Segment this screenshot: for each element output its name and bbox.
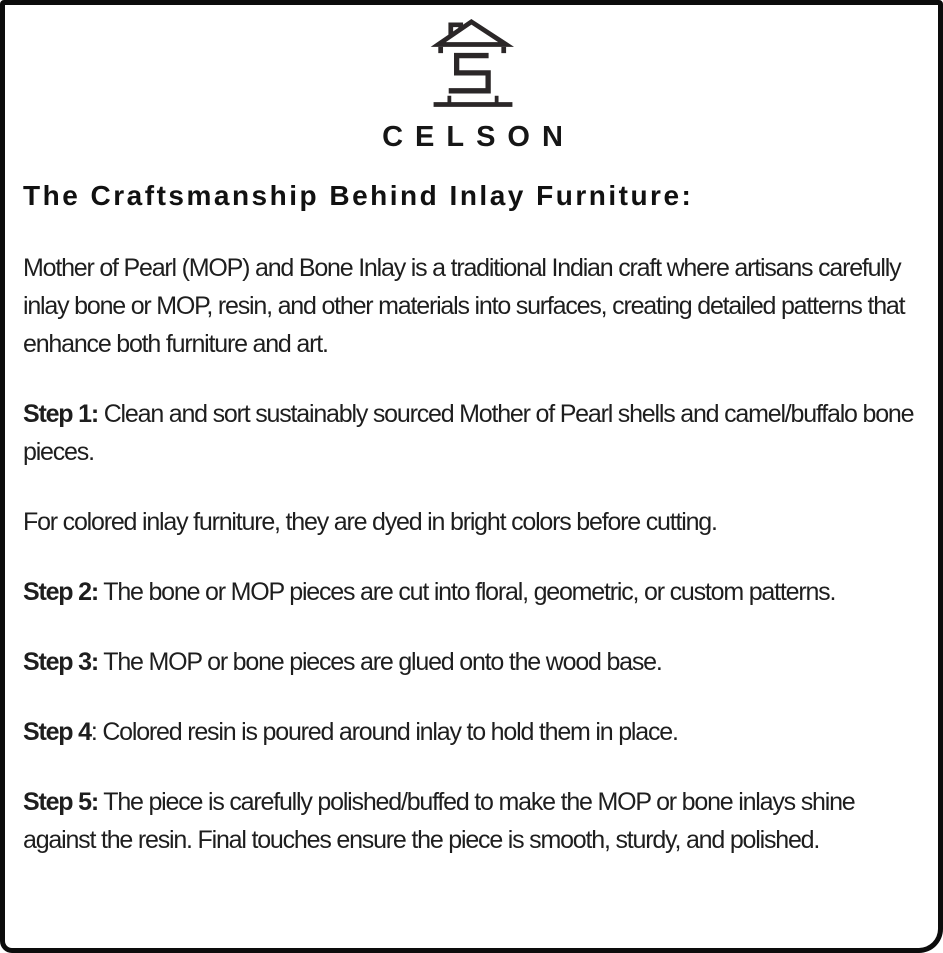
step-3-text: The MOP or bone pieces are glued onto the wood base.: [97, 648, 662, 676]
step-5-text: The piece is carefully polished/buffed to make the MOP or bone inlays shine against the resin. Final touches ensure the piece is smooth, sturdy, and polished.: [23, 788, 855, 854]
intro-paragraph: Mother of Pearl (MOP) and Bone Inlay is a traditional Indian craft where artisans carefully inlay bone or MOP, resin, and other materials into surfaces, creating detailed patterns that enhance both furniture and art.: [23, 254, 905, 358]
step-2-text: The bone or MOP pieces are cut into floral, geometric, or custom patterns.: [97, 578, 836, 606]
house-s-monogram-icon: [421, 13, 525, 117]
step-5-label: Step 5:: [23, 788, 98, 816]
step-4-text: : Colored resin is poured around inlay to hold them in place.: [90, 718, 678, 746]
page-title: The Craftsmanship Behind Inlay Furniture:: [23, 180, 694, 211]
step-4-label: Step 4: [23, 718, 91, 746]
step-paragraph-3: [23, 643, 922, 681]
step-paragraph-2: [23, 573, 922, 611]
step-3-label: Step 3:: [23, 648, 98, 676]
brand-logo: [23, 13, 922, 117]
step-paragraph-1: [23, 395, 922, 471]
step-1-text: Clean and sort sustainably sourced Mother of Pearl shells and camel/buffalo bone pieces.: [23, 400, 914, 466]
brand-name: CELSON: [382, 121, 575, 153]
step-paragraph-5: [23, 783, 922, 859]
step-1-label: Step 1:: [23, 400, 98, 428]
note-paragraph: For colored inlay furniture, they are dyed in bright colors before cutting.: [23, 508, 717, 536]
step-paragraph-4: [23, 713, 922, 751]
step-2-label: Step 2:: [23, 578, 98, 606]
